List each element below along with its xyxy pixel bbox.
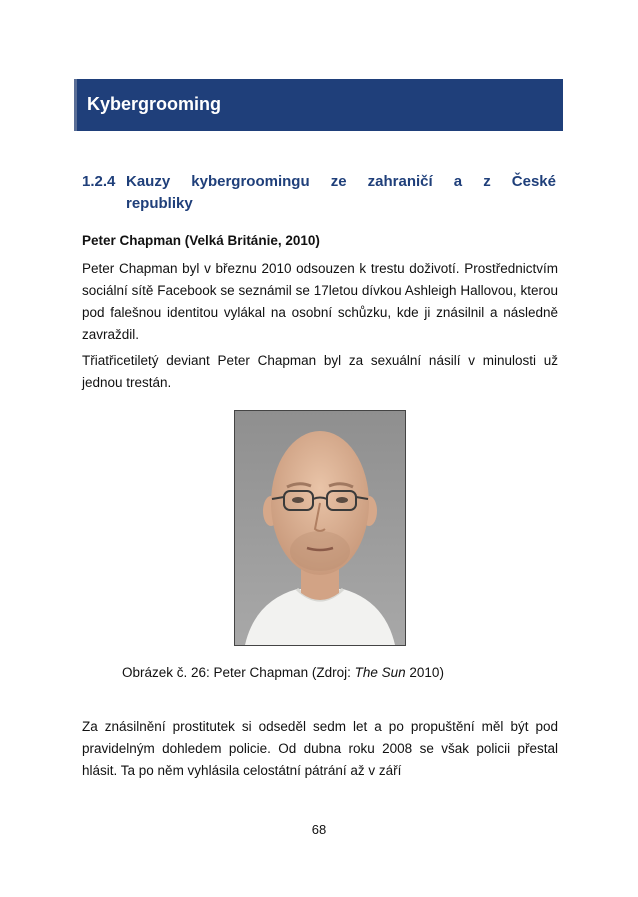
mugshot-photo [234,410,406,646]
portrait-illustration [235,411,405,645]
body-paragraph-3: Za znásilnění prostitutek si odseděl sedm let a po propuštění měl být pod pravidelným dohledem policie. Od dubna roku 2008 se však policii přestal hlásit. Ta po něm vyhlásila celostátní pátrání až v září [82,719,558,778]
chapter-header-bar [74,79,563,131]
case-paragraph-2: Třiatřicetiletý deviant Peter Chapman byl za sexuální násilí v minulosti už jednou trestán. [82,353,558,390]
section-title-line2: republiky [126,195,193,212]
chapter-title: Kybergrooming [87,94,222,114]
figure-caption [122,665,444,680]
caption-prefix: Obrázek č. 26: Peter Chapman (Zdroj: [122,665,355,680]
case-paragraph-1: Peter Chapman byl v březnu 2010 odsouzen k trestu doživotí. Prostřednictvím sociální sítě Facebook se seznámil se 17letou dívkou Ashleigh Hallovou, kterou pod falešnou identitou vylákal na osobní schůzku, kde ji znásilnil a následně zavraždil. [82,261,558,342]
page-number: 68 [311,822,327,837]
section-title-line1: Kauzy kybergroomingu ze zahraničí a z České [126,173,556,190]
section-number: 1.2.4 [82,173,116,190]
caption-suffix: 2010) [405,665,444,680]
case-heading: Peter Chapman (Velká Británie, 2010) [82,233,320,248]
caption-source: The Sun [354,665,406,680]
